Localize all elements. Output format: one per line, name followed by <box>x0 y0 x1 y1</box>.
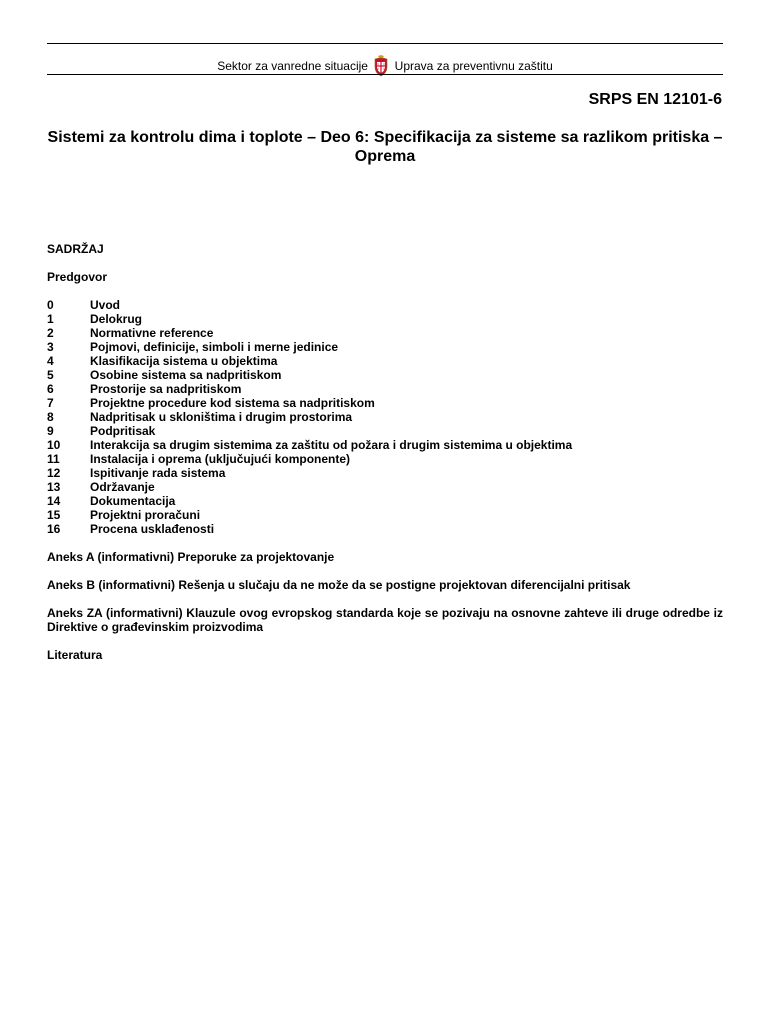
toc-item-label: Delokrug <box>90 312 143 326</box>
toc-heading: SADRŽAJ <box>47 242 104 256</box>
toc-item <box>47 326 723 340</box>
toc-item-number: 13 <box>47 480 61 494</box>
toc-item-number: 14 <box>47 494 61 508</box>
toc-item <box>47 382 723 396</box>
toc-item-label: Podpritisak <box>90 424 156 438</box>
toc-list <box>47 298 723 536</box>
standard-number: SRPS EN 12101-6 <box>588 91 722 108</box>
toc-bibliography: Literatura <box>47 648 103 662</box>
toc-item-number: 16 <box>47 522 61 536</box>
toc-item-number: 9 <box>47 424 54 438</box>
toc-item-label: Dokumentacija <box>90 494 176 508</box>
toc-item <box>47 466 723 480</box>
toc-item-number: 0 <box>47 298 54 312</box>
header-bottom-rule <box>47 74 723 75</box>
header-department-text: Uprava za preventivnu zaštitu <box>394 59 553 73</box>
toc-item-label: Procena usklađenosti <box>90 522 215 536</box>
toc-item <box>47 396 723 410</box>
toc-item <box>47 340 723 354</box>
toc-annex-a: Aneks A (informativni) Preporuke za projektovanje <box>47 550 335 564</box>
toc-item-number: 8 <box>47 410 54 424</box>
toc-item-number: 10 <box>47 438 61 452</box>
toc-item-number: 11 <box>47 452 60 466</box>
toc-item <box>47 508 723 522</box>
toc-item-label: Nadpritisak u skloništima i drugim prostorima <box>90 410 353 424</box>
toc-item-label: Prostorije sa nadpritiskom <box>90 382 242 396</box>
toc-item-label: Klasifikacija sistema u objektima <box>90 354 278 368</box>
toc-item-label: Interakcija sa drugim sistemima za zaštitu od požara i drugim sistemima u objektima <box>90 438 573 452</box>
toc-item-label: Osobine sistema sa nadpritiskom <box>90 368 282 382</box>
toc-item-label: Projektne procedure kod sistema sa nadpritiskom <box>90 396 375 410</box>
toc-item-number: 2 <box>47 326 54 340</box>
toc-item-label: Održavanje <box>90 480 155 494</box>
toc-item-number: 12 <box>47 466 61 480</box>
toc-item-label: Instalacija i oprema (uključujući komponente) <box>90 452 351 466</box>
toc-item <box>47 480 723 494</box>
toc-item <box>47 494 723 508</box>
toc-item <box>47 522 723 536</box>
toc-annex-za: Aneks ZA (informativni) Klauzule ovog evropskog standarda koje se pozivaju na osnovne zahteve ili druge odredbe iz Direktive o građevinskim proizvodima <box>47 606 723 634</box>
toc-item <box>47 424 723 438</box>
toc-annex-b: Aneks B (informativni) Rešenja u slučaju da ne može da se postigne projektovan diferencijalni pritisak <box>47 578 631 592</box>
toc-item-number: 4 <box>47 354 54 368</box>
header-sector-text: Sektor za vanredne situacije <box>217 59 368 73</box>
toc-item-label: Normativne reference <box>90 326 214 340</box>
toc-item <box>47 298 723 312</box>
toc-item <box>47 438 723 452</box>
toc-item-number: 5 <box>47 368 54 382</box>
toc-foreword: Predgovor <box>47 270 108 284</box>
toc-item-number: 1 <box>47 312 54 326</box>
toc-item-label: Ispitivanje rada sistema <box>90 466 226 480</box>
toc-item <box>47 312 723 326</box>
toc-item-label: Projektni proračuni <box>90 508 201 522</box>
toc-item <box>47 368 723 382</box>
toc-item <box>47 452 723 466</box>
header-top-rule <box>47 43 723 44</box>
toc-item-number: 3 <box>47 340 54 354</box>
toc-item <box>47 354 723 368</box>
toc-item-number: 6 <box>47 382 54 396</box>
toc-item <box>47 410 723 424</box>
toc-item-number: 7 <box>47 396 54 410</box>
toc-item-number: 15 <box>47 508 61 522</box>
document-title: Sistemi za kontrolu dima i toplote – Deo 6: Specifikacija za sisteme sa razlikom pritiska – Oprema <box>47 129 723 165</box>
toc-item-label: Uvod <box>90 298 120 312</box>
toc-item-label: Pojmovi, definicije, simboli i merne jedinice <box>90 340 339 354</box>
